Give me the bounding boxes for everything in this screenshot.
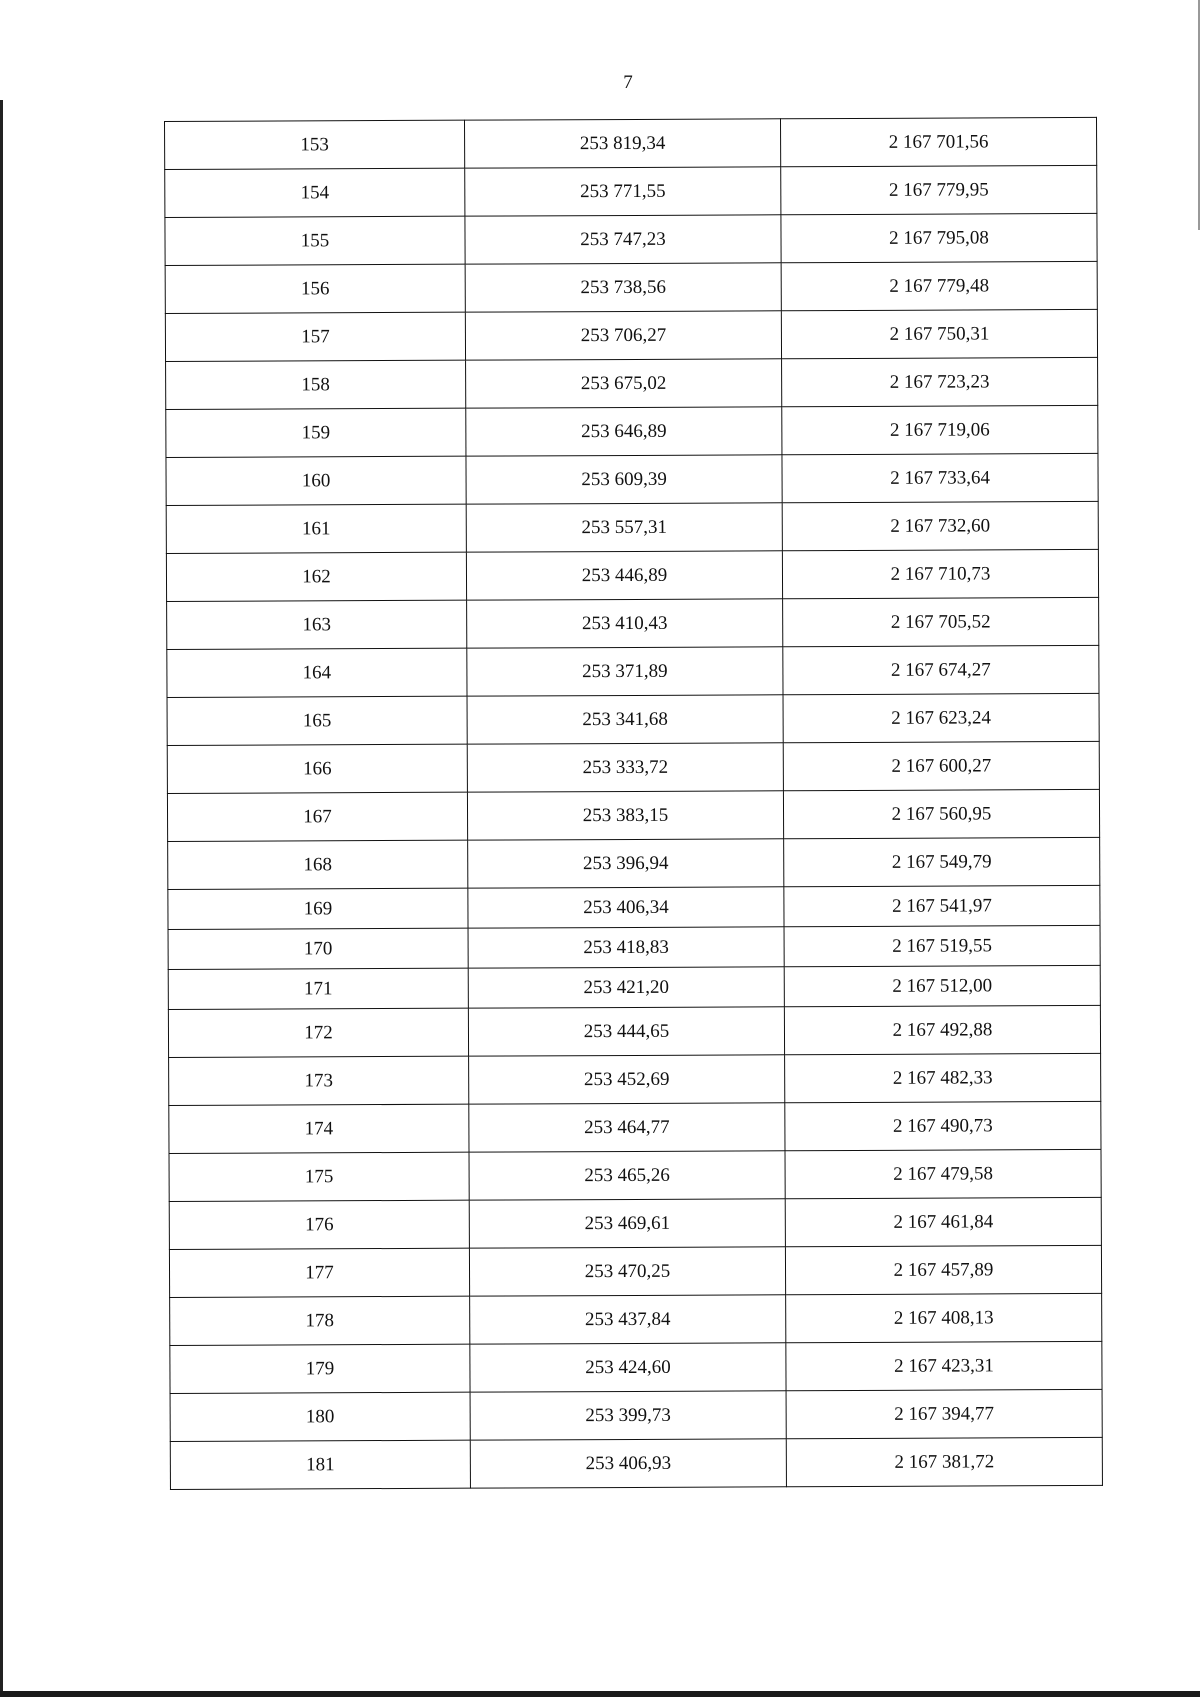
point-number-cell: 169 (168, 888, 468, 929)
point-number-cell: 165 (167, 696, 467, 745)
y-coordinate-cell: 2 167 623,24 (783, 693, 1099, 742)
y-coordinate-cell: 2 167 750,31 (781, 309, 1097, 358)
table-row (165, 261, 1097, 313)
x-coordinate-cell: 253 418,83 (468, 927, 784, 968)
x-coordinate-cell: 253 371,89 (467, 647, 783, 696)
point-number-cell: 156 (165, 264, 465, 313)
y-coordinate-cell: 2 167 482,33 (785, 1053, 1101, 1102)
table-row (168, 837, 1100, 889)
table-row (167, 645, 1099, 697)
y-coordinate-cell: 2 167 381,72 (786, 1437, 1102, 1486)
x-coordinate-cell: 253 341,68 (467, 695, 783, 744)
table-row (166, 405, 1098, 457)
x-coordinate-cell: 253 410,43 (467, 599, 783, 648)
x-coordinate-cell: 253 469,61 (469, 1199, 785, 1248)
y-coordinate-cell: 2 167 779,95 (781, 165, 1097, 214)
table-row (165, 213, 1097, 265)
y-coordinate-cell: 2 167 701,56 (780, 117, 1096, 166)
table-row (169, 1245, 1101, 1297)
table-row (170, 1341, 1102, 1393)
x-coordinate-cell: 253 437,84 (470, 1295, 786, 1344)
x-coordinate-cell: 253 406,93 (470, 1439, 786, 1488)
y-coordinate-cell: 2 167 479,58 (785, 1149, 1101, 1198)
table-row (168, 965, 1100, 1009)
scan-bottom-border (0, 1691, 1200, 1697)
point-number-cell: 173 (169, 1056, 469, 1105)
x-coordinate-cell: 253 675,02 (466, 359, 782, 408)
point-number-cell: 166 (167, 744, 467, 793)
y-coordinate-cell: 2 167 795,08 (781, 213, 1097, 262)
y-coordinate-cell: 2 167 423,31 (786, 1341, 1102, 1390)
y-coordinate-cell: 2 167 549,79 (784, 837, 1100, 886)
x-coordinate-cell: 253 738,56 (465, 263, 781, 312)
table-row (166, 549, 1098, 601)
x-coordinate-cell: 253 396,94 (468, 839, 784, 888)
point-number-cell: 160 (166, 456, 466, 505)
point-number-cell: 163 (167, 600, 467, 649)
table-row (168, 1005, 1100, 1057)
point-number-cell: 154 (165, 168, 465, 217)
page-number: 7 (623, 72, 633, 93)
y-coordinate-cell: 2 167 490,73 (785, 1101, 1101, 1150)
coordinates-table (164, 117, 1103, 1490)
y-coordinate-cell: 2 167 723,23 (782, 357, 1098, 406)
coordinates-table-body (165, 117, 1103, 1489)
point-number-cell: 168 (168, 840, 468, 889)
x-coordinate-cell: 253 557,31 (466, 503, 782, 552)
y-coordinate-cell: 2 167 519,55 (784, 925, 1100, 966)
y-coordinate-cell: 2 167 457,89 (785, 1245, 1101, 1294)
y-coordinate-cell: 2 167 492,88 (784, 1005, 1100, 1054)
table-row (169, 1197, 1101, 1249)
table-row (165, 117, 1097, 169)
y-coordinate-cell: 2 167 710,73 (782, 549, 1098, 598)
y-coordinate-cell: 2 167 733,64 (782, 453, 1098, 502)
x-coordinate-cell: 253 333,72 (467, 743, 783, 792)
point-number-cell: 153 (165, 120, 465, 169)
point-number-cell: 158 (166, 360, 466, 409)
x-coordinate-cell: 253 609,39 (466, 455, 782, 504)
y-coordinate-cell: 2 167 408,13 (786, 1293, 1102, 1342)
x-coordinate-cell: 253 771,55 (465, 167, 781, 216)
table-row (168, 925, 1100, 969)
x-coordinate-cell: 253 406,34 (468, 887, 784, 928)
table-row (167, 741, 1099, 793)
y-coordinate-cell: 2 167 600,27 (783, 741, 1099, 790)
point-number-cell: 157 (165, 312, 465, 361)
x-coordinate-cell: 253 747,23 (465, 215, 781, 264)
x-coordinate-cell: 253 706,27 (465, 311, 781, 360)
table-row (166, 501, 1098, 553)
y-coordinate-cell: 2 167 719,06 (782, 405, 1098, 454)
y-coordinate-cell: 2 167 394,77 (786, 1389, 1102, 1438)
y-coordinate-cell: 2 167 674,27 (783, 645, 1099, 694)
table-row (166, 453, 1098, 505)
y-coordinate-cell: 2 167 779,48 (781, 261, 1097, 310)
table-row (168, 885, 1100, 929)
x-coordinate-cell: 253 646,89 (466, 407, 782, 456)
point-number-cell: 179 (170, 1344, 470, 1393)
x-coordinate-cell: 253 819,34 (464, 119, 780, 168)
point-number-cell: 172 (168, 1008, 468, 1057)
table-row (170, 1437, 1102, 1489)
x-coordinate-cell: 253 465,26 (469, 1151, 785, 1200)
coordinates-table-container (164, 117, 1102, 1490)
table-row (166, 357, 1098, 409)
y-coordinate-cell: 2 167 560,95 (783, 789, 1099, 838)
point-number-cell: 180 (170, 1392, 470, 1441)
y-coordinate-cell: 2 167 705,52 (783, 597, 1099, 646)
table-row (167, 597, 1099, 649)
point-number-cell: 178 (170, 1296, 470, 1345)
scan-left-border (0, 100, 3, 1697)
x-coordinate-cell: 253 444,65 (468, 1007, 784, 1056)
x-coordinate-cell: 253 446,89 (466, 551, 782, 600)
point-number-cell: 174 (169, 1104, 469, 1153)
point-number-cell: 167 (167, 792, 467, 841)
table-row (165, 309, 1097, 361)
point-number-cell: 161 (166, 504, 466, 553)
point-number-cell: 159 (166, 408, 466, 457)
point-number-cell: 162 (166, 552, 466, 601)
table-row (167, 693, 1099, 745)
x-coordinate-cell: 253 383,15 (467, 791, 783, 840)
x-coordinate-cell: 253 464,77 (469, 1103, 785, 1152)
point-number-cell: 175 (169, 1152, 469, 1201)
y-coordinate-cell: 2 167 541,97 (784, 885, 1100, 926)
y-coordinate-cell: 2 167 512,00 (784, 965, 1100, 1006)
point-number-cell: 176 (169, 1200, 469, 1249)
x-coordinate-cell: 253 421,20 (468, 967, 784, 1008)
table-row (169, 1149, 1101, 1201)
table-row (170, 1389, 1102, 1441)
table-row (165, 165, 1097, 217)
table-row (169, 1101, 1101, 1153)
table-row (169, 1053, 1101, 1105)
point-number-cell: 177 (169, 1248, 469, 1297)
point-number-cell: 170 (168, 928, 468, 969)
point-number-cell: 171 (168, 968, 468, 1009)
x-coordinate-cell: 253 399,73 (470, 1391, 786, 1440)
x-coordinate-cell: 253 470,25 (469, 1247, 785, 1296)
point-number-cell: 181 (170, 1440, 470, 1489)
x-coordinate-cell: 253 424,60 (470, 1343, 786, 1392)
y-coordinate-cell: 2 167 461,84 (785, 1197, 1101, 1246)
point-number-cell: 155 (165, 216, 465, 265)
table-row (170, 1293, 1102, 1345)
y-coordinate-cell: 2 167 732,60 (782, 501, 1098, 550)
x-coordinate-cell: 253 452,69 (469, 1055, 785, 1104)
point-number-cell: 164 (167, 648, 467, 697)
table-row (167, 789, 1099, 841)
